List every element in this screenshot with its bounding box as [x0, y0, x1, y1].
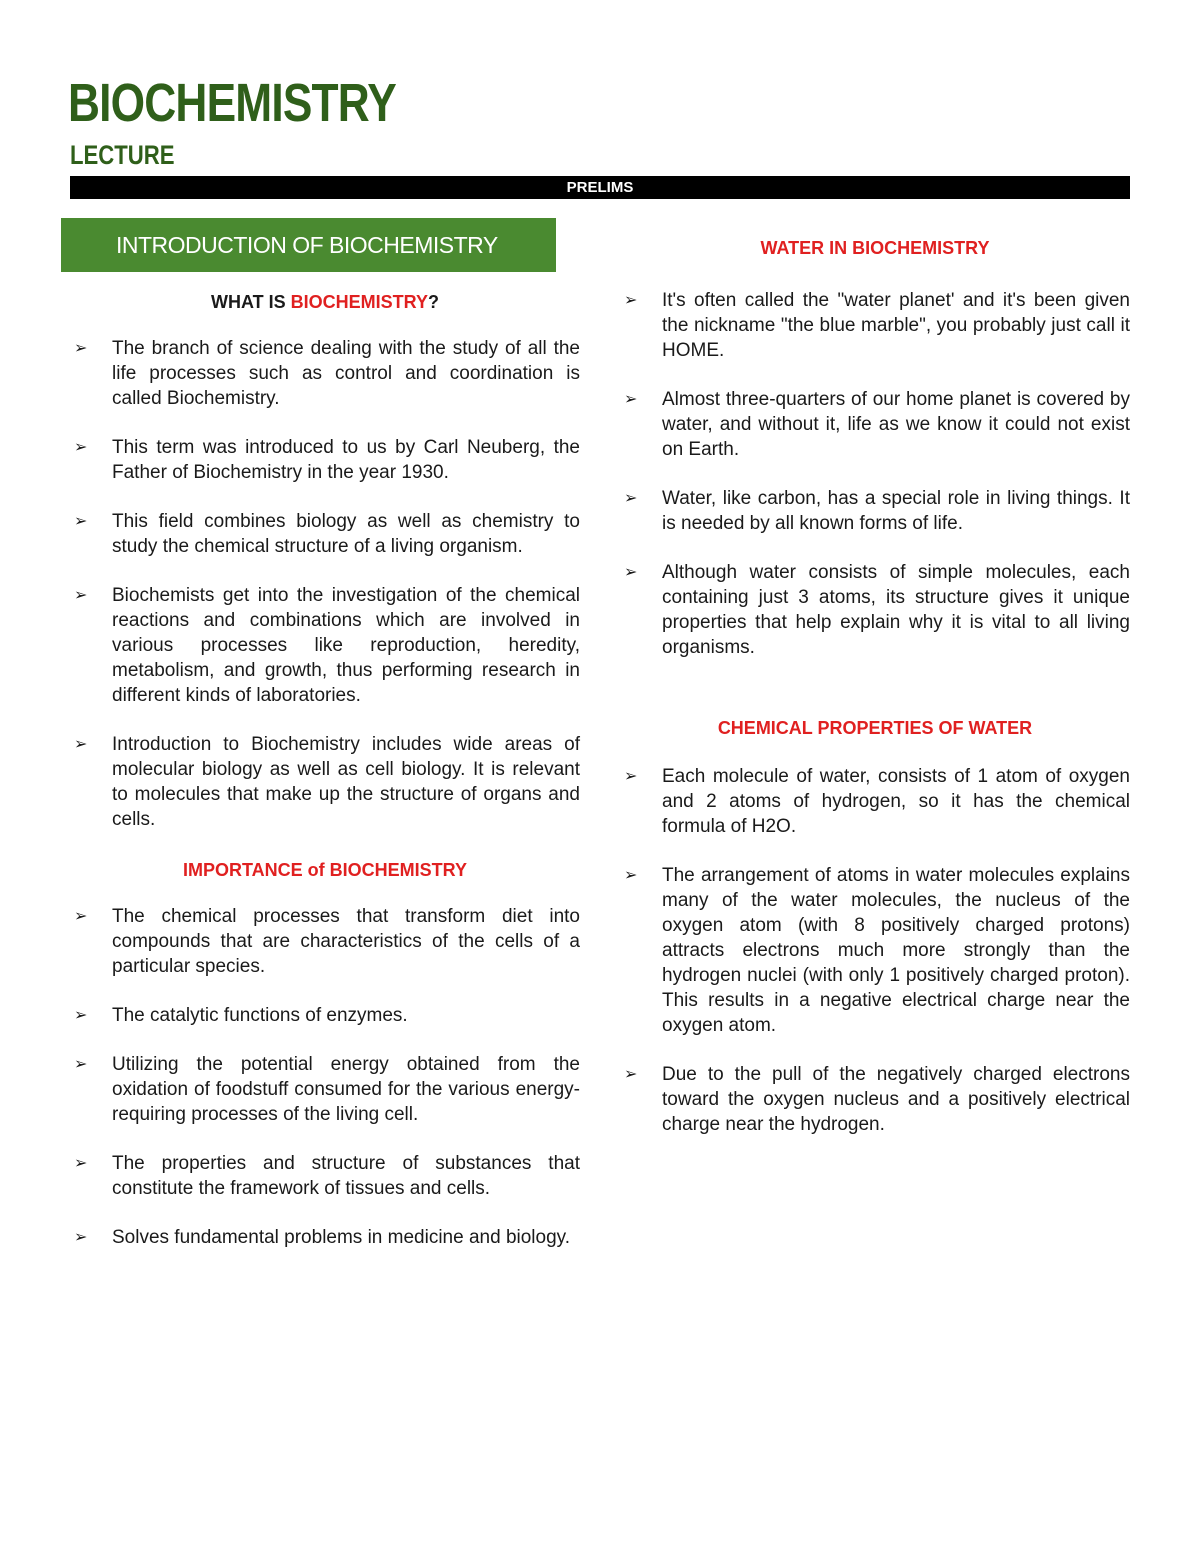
- list-item-text: Although water consists of simple molecules, each containing just 3 atoms, its structure gives it unique properties that help explain why it is vital to all living organisms.: [662, 562, 1130, 658]
- arrow-bullet-icon: ➢: [74, 908, 88, 925]
- list-item: [620, 1062, 1130, 1137]
- what-is-prefix: WHAT IS: [211, 292, 291, 312]
- water-list: [620, 288, 1130, 660]
- what-is-highlight: BIOCHEMISTRY: [290, 292, 428, 312]
- list-item: [620, 387, 1130, 462]
- list-item-text: The branch of science dealing with the study of all the life processes such as control and coordination is called Biochemistry.: [112, 338, 580, 409]
- arrow-bullet-icon: ➢: [74, 1229, 88, 1246]
- list-item: [70, 732, 580, 832]
- arrow-bullet-icon: ➢: [74, 513, 88, 530]
- arrow-bullet-icon: ➢: [74, 736, 88, 753]
- right-column: [620, 236, 1130, 1163]
- list-item-text: Utilizing the potential energy obtained from the oxidation of foodstuff consumed for the various energy-requiring processes of the living cell.: [112, 1054, 580, 1125]
- list-item-text: It's often called the "water planet' and it's been given the nickname "the blue marble", you probably just call it HOME.: [662, 290, 1130, 361]
- list-item: [70, 509, 580, 559]
- arrow-bullet-icon: ➢: [624, 768, 638, 785]
- list-item-text: Almost three-quarters of our home planet is covered by water, and without it, life as we know it could not exist on Earth.: [662, 389, 1130, 460]
- list-item: [620, 486, 1130, 536]
- left-column: [70, 290, 580, 1276]
- list-item: [70, 1052, 580, 1127]
- arrow-bullet-icon: ➢: [74, 439, 88, 456]
- arrow-bullet-icon: ➢: [74, 1155, 88, 1172]
- list-item-text: Due to the pull of the negatively charged electrons toward the oxygen nucleus and a positively electrical charge near the hydrogen.: [662, 1064, 1130, 1135]
- arrow-bullet-icon: ➢: [624, 1066, 638, 1083]
- list-item: [70, 336, 580, 411]
- list-item: [620, 560, 1130, 660]
- list-item-text: Each molecule of water, consists of 1 atom of oxygen and 2 atoms of hydrogen, so it has the chemical formula of H2O.: [662, 766, 1130, 837]
- document-subtitle: LECTURE: [70, 140, 175, 170]
- list-item-text: The catalytic functions of enzymes.: [112, 1005, 408, 1026]
- intro-banner: INTRODUCTION OF BIOCHEMISTRY: [61, 218, 556, 272]
- arrow-bullet-icon: ➢: [624, 490, 638, 507]
- list-item-text: Biochemists get into the investigation of the chemical reactions and combinations which are involved in various processes like reproduction, heredity, metabolism, and growth, thus performing research in different kinds of laboratories.: [112, 585, 580, 706]
- water-heading: WATER IN BIOCHEMISTRY: [760, 238, 990, 258]
- list-item: [620, 863, 1130, 1038]
- arrow-bullet-icon: ➢: [74, 340, 88, 357]
- list-item: [70, 1003, 580, 1028]
- document-title: BIOCHEMISTRY: [68, 73, 397, 133]
- list-item-text: Solves fundamental problems in medicine and biology.: [112, 1227, 571, 1248]
- what-is-suffix: ?: [428, 292, 439, 312]
- arrow-bullet-icon: ➢: [74, 587, 88, 604]
- importance-list: [70, 904, 580, 1250]
- list-item: [620, 764, 1130, 839]
- list-item-text: This term was introduced to us by Carl Neuberg, the Father of Biochemistry in the year 1930.: [112, 437, 580, 483]
- arrow-bullet-icon: ➢: [74, 1007, 88, 1024]
- arrow-bullet-icon: ➢: [624, 564, 638, 581]
- chem-heading: CHEMICAL PROPERTIES OF WATER: [717, 718, 1033, 738]
- list-item: [70, 1225, 580, 1250]
- list-item: [70, 904, 580, 979]
- list-item-text: The arrangement of atoms in water molecules explains many of the water molecules, the nucleus of the oxygen atom (with 8 positively charged protons) attracts electrons much more strongly than the hydrogen nuclei (with only 1 positively charged proton). This results in a negative electrical charge near the oxygen atom.: [662, 865, 1130, 1036]
- arrow-bullet-icon: ➢: [624, 292, 638, 309]
- importance-heading: IMPORTANCE of BIOCHEMISTRY: [183, 860, 467, 880]
- what-is-heading: [70, 290, 580, 314]
- list-item-text: Water, like carbon, has a special role in living things. It is needed by all known forms of life.: [662, 488, 1130, 534]
- arrow-bullet-icon: ➢: [624, 391, 638, 408]
- list-item: [70, 435, 580, 485]
- list-item-text: This field combines biology as well as chemistry to study the chemical structure of a living organism.: [112, 511, 580, 557]
- list-item: [620, 288, 1130, 363]
- chem-list: [620, 764, 1130, 1137]
- list-item: [70, 1151, 580, 1201]
- list-item-text: The chemical processes that transform diet into compounds that are characteristics of the cells of a particular species.: [112, 906, 580, 977]
- list-item-text: The properties and structure of substances that constitute the framework of tissues and cells.: [112, 1153, 580, 1199]
- what-is-list: [70, 336, 580, 832]
- prelims-bar: PRELIMS: [70, 176, 1130, 199]
- arrow-bullet-icon: ➢: [74, 1056, 88, 1073]
- list-item: [70, 583, 580, 708]
- arrow-bullet-icon: ➢: [624, 867, 638, 884]
- list-item-text: Introduction to Biochemistry includes wide areas of molecular biology as well as cell biology. It is relevant to molecules that make up the structure of organs and cells.: [112, 734, 580, 830]
